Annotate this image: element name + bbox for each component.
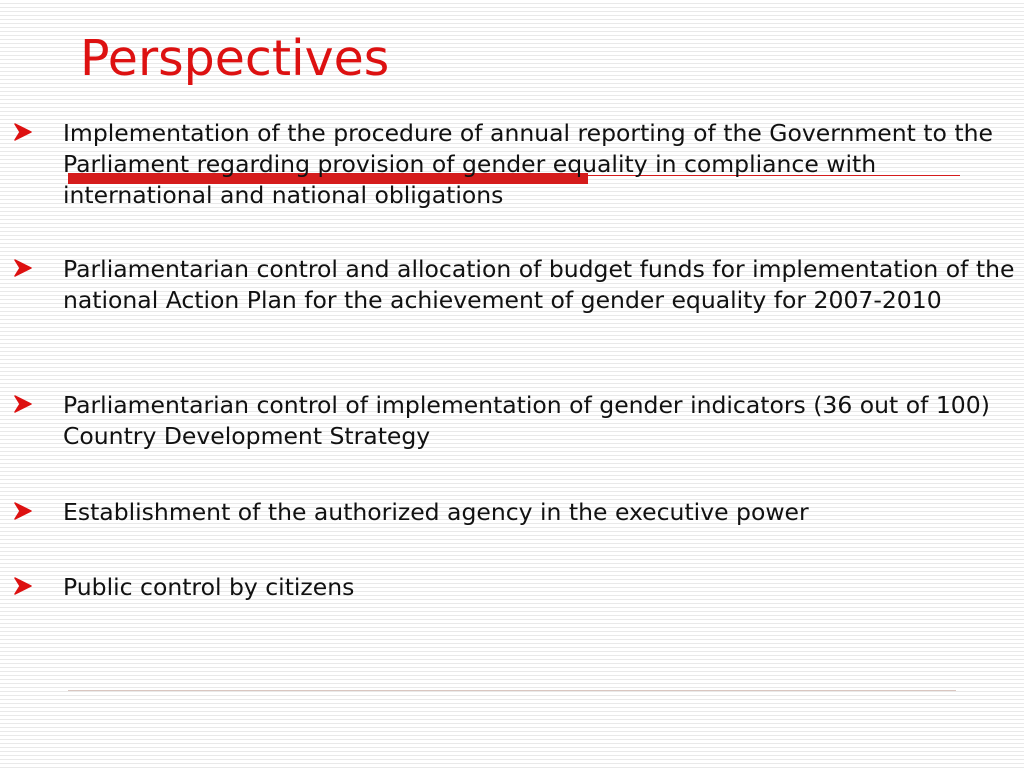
bullet-text: Implementation of the procedure of annual reporting of the Government to the Parliament regarding provision of gender equality in compliance with international and national obligations (63, 119, 993, 209)
arrow-bullet-icon (14, 259, 32, 277)
slide-title: Perspectives (80, 30, 390, 87)
bullet-text: Public control by citizens (63, 573, 355, 601)
arrow-bullet-icon (14, 395, 32, 413)
bullet-text: Establishment of the authorized agency in the executive power (63, 498, 809, 526)
arrow-bullet-icon (14, 123, 32, 141)
arrow-bullet-icon (14, 502, 32, 520)
bullet-text: Parliamentarian control and allocation of budget funds for implementation of the national Action Plan for the achievement of gender equality for 2007-2010 (63, 255, 1015, 314)
arrow-bullet-icon (14, 577, 32, 595)
bullet-text: Parliamentarian control of implementation of gender indicators (36 out of 100) Country Development Strategy (63, 391, 990, 450)
footer-divider (68, 690, 956, 691)
